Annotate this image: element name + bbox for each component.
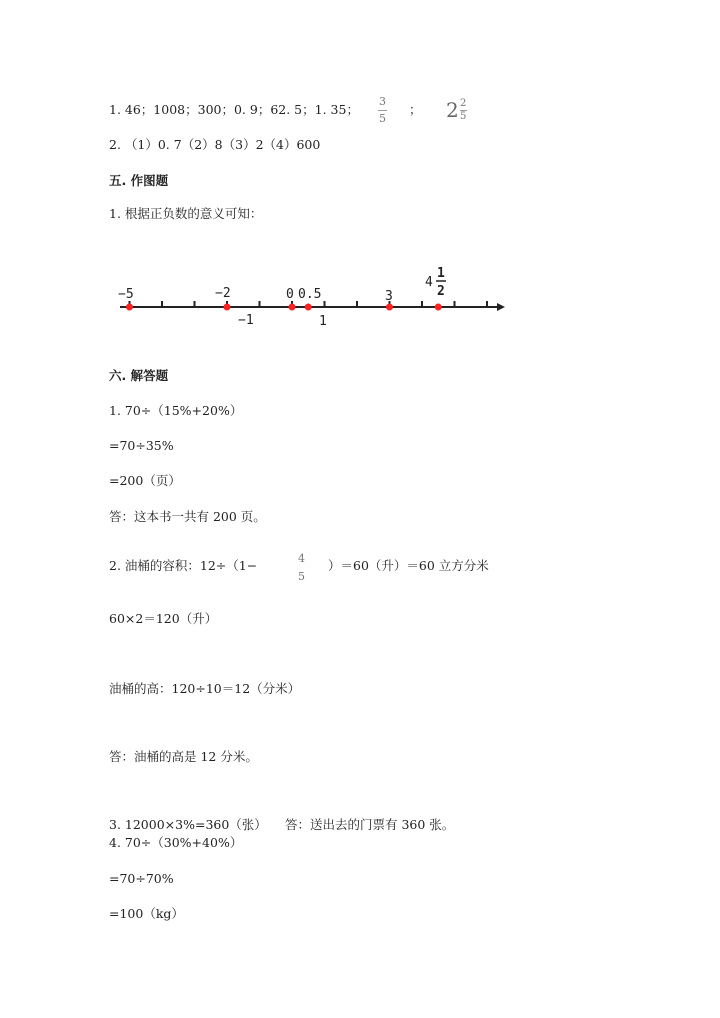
point-marker [435,304,442,311]
point-marker [386,304,393,311]
label-4-den: 2 [437,284,445,299]
section-title-5: 五. 作图题 [109,173,169,188]
point-marker [289,304,296,311]
label-3: 3 [385,289,393,304]
denominator: 5 [379,112,386,125]
arrow-icon [497,303,505,311]
q2-answer: 答：油桶的高是 12 分米。 [109,749,258,764]
q2-line-a: 2. 油桶的容积：12÷（1− [109,558,258,573]
q2-line: 60×2＝120（升） [109,611,218,626]
label-minus-1: −1 [238,313,254,328]
denominator: 5 [460,110,467,122]
fraction-4-5 [297,552,306,584]
label-4-whole: 4 [425,275,433,290]
separator: ； [409,102,422,117]
q4-line: 4. 70÷（30%+40%） [109,835,243,850]
numerator: 3 [379,95,386,108]
q1-answer: 答：这本书一共有 200 页。 [109,509,266,524]
q1-line: 1. 70÷（15%+20%） [109,403,243,418]
q4-line: =100（kg） [109,906,184,921]
question-5-1: 1. 根据正负数的意义可知： [109,206,263,221]
label-0: 0 [286,287,294,302]
q2-line: 油桶的高：120÷10＝12（分米） [109,681,301,696]
label-minus-2: −2 [215,286,231,301]
point-marker [224,304,231,311]
number-line [0,260,720,340]
q4-line: =70÷70% [109,871,174,886]
answer-line-1: 1. 46；1008；300；0. 9；62. 5；1. 35； [109,102,359,117]
denominator: 5 [298,570,305,583]
section-title-6: 六. 解答题 [109,368,169,383]
q1-line: =200（页） [109,473,181,488]
label-0-5: 0.5 [298,287,322,302]
q3-calc: 3. 12000×3%=360（张） [109,817,267,832]
q1-line: =70÷35% [109,438,174,453]
numerator: 2 [460,97,467,109]
q2-line-b: ）＝60（升）＝60 立方分米 [328,558,489,573]
fraction-3-5 [378,95,387,126]
whole: 2 [446,98,459,122]
label-4-num: 1 [437,266,445,281]
numerator: 4 [298,552,305,565]
label-1: 1 [319,314,327,329]
mixed-number [446,98,467,122]
answer-line-2: 2. （1）0. 7（2）8（3）2（4）600 [109,137,321,152]
label-minus-5: −5 [118,287,134,302]
q3-answer: 答：送出去的门票有 360 张。 [285,817,455,832]
point-marker [126,304,133,311]
point-marker [305,304,312,311]
